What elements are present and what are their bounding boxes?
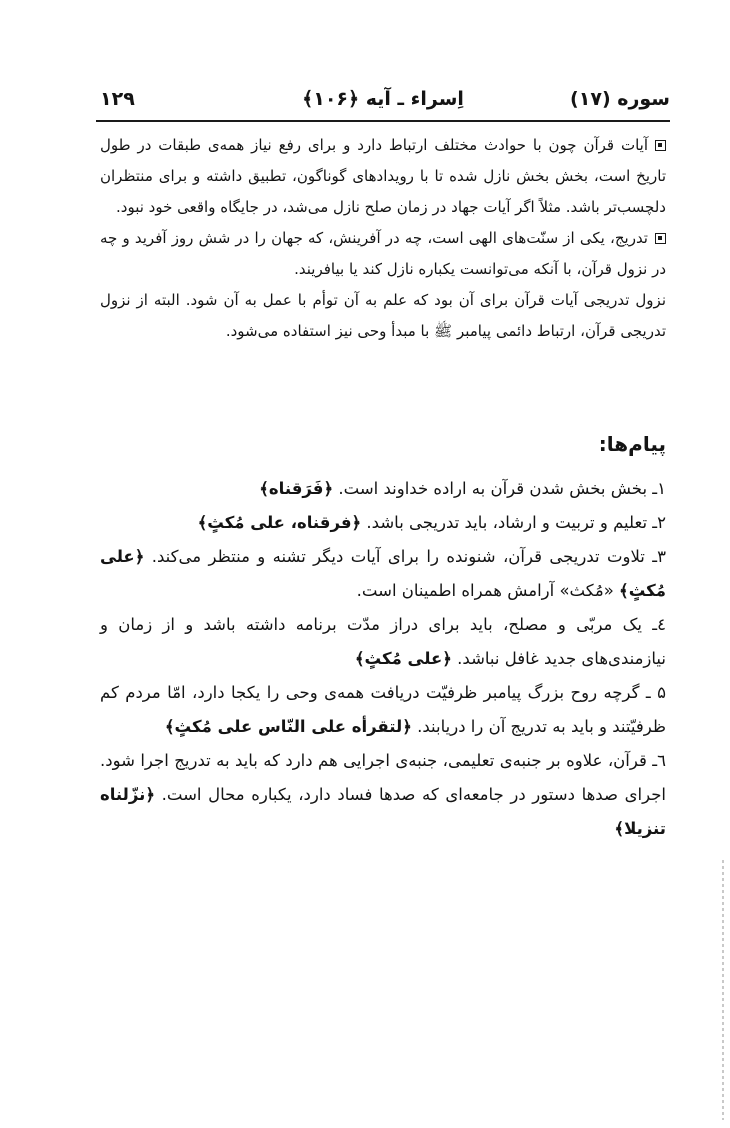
page-edge-shadow (722, 860, 724, 1120)
message-text: ۳ـ تلاوت تدریجی قرآن، شنونده را برای آیات دیگر تشنه و منتظر می‌کند. (144, 547, 666, 566)
message-item (100, 744, 666, 846)
note-paragraph (100, 130, 666, 223)
surah-label: سوره (۱۷) (570, 88, 670, 110)
page-number: ۱۲۹ (100, 88, 135, 110)
message-item (100, 540, 666, 608)
message-item (100, 472, 666, 506)
message-text: ٦ـ قرآن، علاوه بر جنبه‌ی تعلیمی، جنبه‌ی اجرایی هم دارد که باید به تدریج اجرا شود. اجرای صدها دستور در جامعه‌ای که صدها فساد دارد، یکباره محال است. (100, 751, 666, 804)
note-text: آیات قرآن چون با حوادث مختلف ارتباط دارد و برای رفع نیاز همه‌ی طبقات در طول تاریخ است، بخش بخش نازل شده تا با رویدادهای گوناگون، تطبیق داشته و برای منتظران دلچسب‌تر باشد. مثلاً اگر آیات جهاد در زمان صلح نازل می‌شد، در جایگاه واقعی خود نبود. (100, 136, 666, 216)
note-paragraph (100, 223, 666, 285)
message-tail: «مُکث» آرامش همراه اطمینان است. (356, 581, 620, 600)
message-text: ۲ـ تعلیم و تربیت و ارشاد، باید تدریجی باشد. (361, 513, 666, 532)
message-text: ۵ ـ گرچه روح بزرگ پیامبر ظرفیّت دریافت همه‌ی وحی را یکجا دارد، امّا مردم کم ظرفیّتند و باید به تدریج آن را دریابند. (100, 683, 666, 736)
message-text: ۱ـ بخش بخش شدن قرآن به اراده خداوند است. (333, 479, 666, 498)
messages-heading: پیام‌ها: (598, 432, 666, 456)
notes-section (100, 130, 666, 347)
header-divider (96, 120, 670, 122)
messages-list (100, 472, 666, 846)
message-item (100, 608, 666, 676)
square-bullet-icon (655, 140, 666, 151)
note-paragraph-plain: نزول تدریجی آیات قرآن برای آن بود که علم به آن توأم با عمل به آن شود. البته از نزول تدریجی قرآن، ارتباط دائمی پیامبر ﷺ با مبدأ وحی نیز استفاده می‌شود. (100, 291, 666, 340)
message-text: ٤ـ یک مربّی و مصلح، باید برای دراز مدّت برنامه داشته باشد و از زمان و نیازمندی‌های جدید غافل نباشد. (100, 615, 666, 668)
page-header (96, 88, 670, 118)
quran-quote: ﴿لتقرأه علی النّاس علی مُکثٍ﴾ (164, 717, 412, 736)
note-text: تدریج، یکی از سنّت‌های الهی است، چه در آفرینش، که جهان را در شش روز آفرید و چه در نزول قرآن، با آنکه می‌توانست یکباره نازل کند یا بیافریند. (100, 229, 666, 278)
message-item (100, 676, 666, 744)
quran-quote: ﴿نزّلناه تنزیلا﴾ (100, 785, 666, 838)
message-item (100, 506, 666, 540)
quran-quote: ﴿فرقناه، علی مُکثٍ﴾ (197, 513, 362, 532)
square-bullet-icon (655, 233, 666, 244)
quran-quote: ﴿علی مُکثٍ﴾ (100, 547, 666, 600)
quran-quote: ﴿علی مُکثٍ﴾ (354, 649, 452, 668)
quran-quote: ﴿فَرَقناه﴾ (259, 479, 334, 498)
verse-title: اِسراء ـ آیه ﴿۱۰۶﴾ (302, 88, 464, 110)
